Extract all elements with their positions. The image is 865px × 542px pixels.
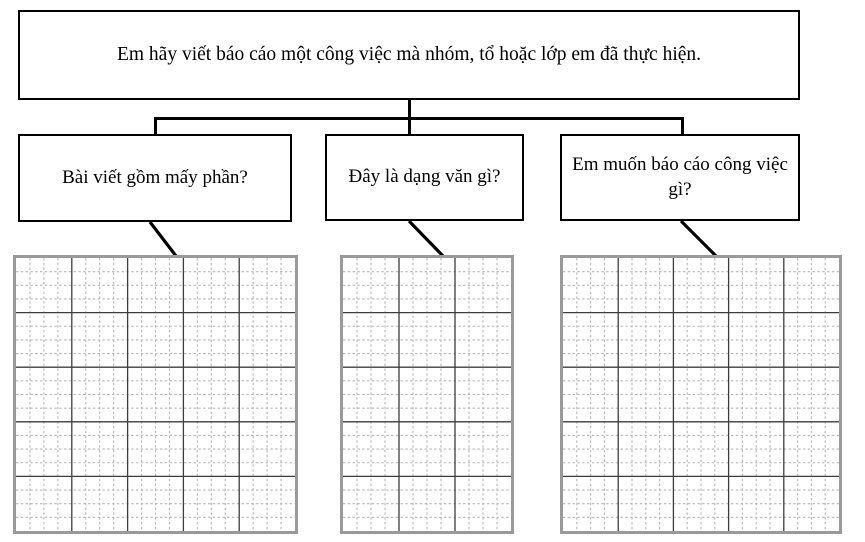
leader-line-2 [409, 221, 443, 256]
answer-grid-3-surface[interactable] [563, 258, 839, 531]
question-text-2: Đây là dạng văn gì? [348, 166, 501, 188]
answer-grid-1-surface[interactable] [16, 258, 295, 531]
answer-grid-2-surface[interactable] [343, 258, 511, 531]
leader-line-1 [150, 222, 176, 256]
question-text-1: Bài viết gồm mấy phần? [62, 166, 248, 188]
answer-grid-2[interactable] [340, 255, 514, 534]
answer-grid-1[interactable] [13, 255, 298, 534]
prompt-text: Em hãy viết báo cáo một công việc mà nhóm, tổ hoặc lớp em đã thực hiện. [116, 43, 702, 65]
answer-grid-2-major-lines [343, 258, 511, 531]
answer-grid-1-major-lines [16, 258, 295, 531]
answer-grid-3-major-lines [563, 258, 839, 531]
question-text-3: Em muốn báo cáo công việc gì? [572, 154, 788, 200]
answer-grid-3[interactable] [560, 255, 842, 534]
leader-line-3 [681, 221, 716, 256]
